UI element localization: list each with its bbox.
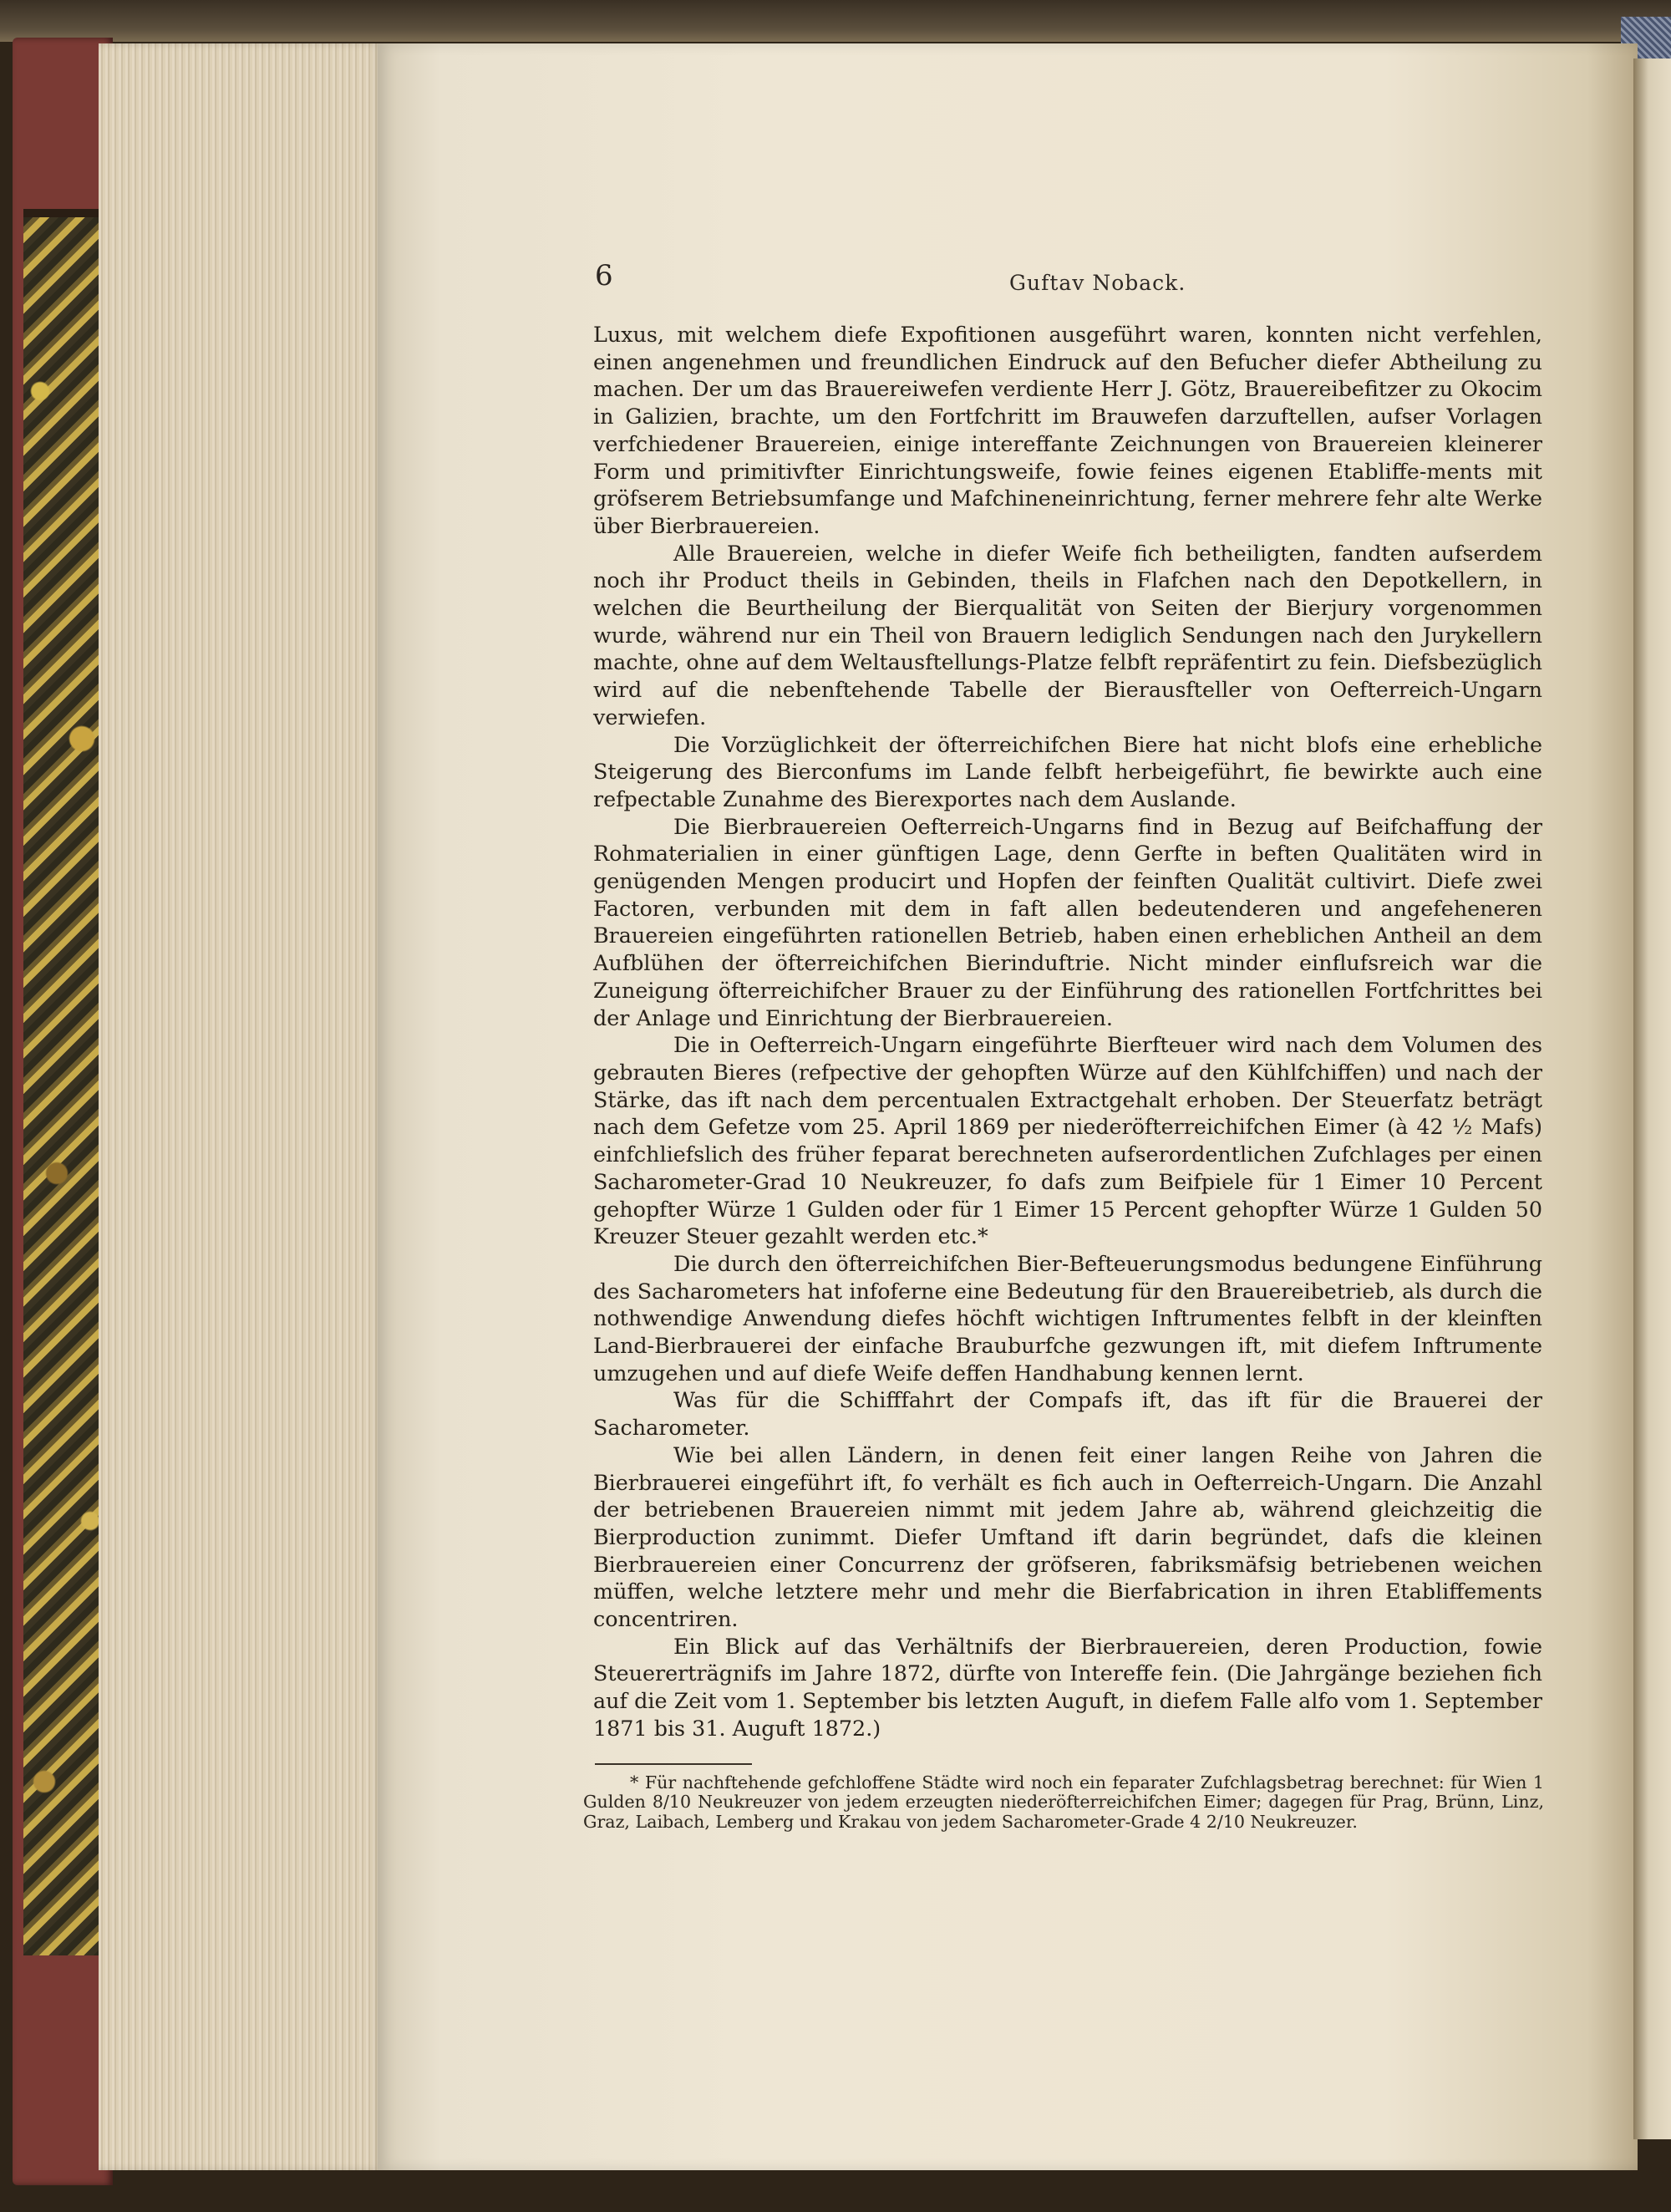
paragraph: Alle Brauereien, welche in diefer Weife fich betheiligten, fandten aufserdem noch ihr Product theils in Gebinden, theils in Flafchen nach den Depotkellern, in welchen die Beurtheilung der Bierqualität von Seiten der Bierjury vorgenommen wurde, während nur ein Theil von Brauern lediglich Sendungen nach den Jurykellern machte, ohne auf dem Weltausftellungs-Platze felbft repräfentirt zu fein. Diefsbezüglich wird auf die nebenftehende Tabelle der Bierausfteller von Oefterreich-Ungarn verwiefen. <box>593 540 1542 730</box>
paragraph: Ein Blick auf das Verhältnifs der Bierbrauereien, deren Production, fowie Steuererträgnifs im Jahre 1872, dürfte von Intereffe fein. (Die Jahrgänge beziehen fich auf die Zeit vom 1. September bis letzten Auguft, in diefem Falle alfo vom 1. September 1871 bis 31. Auguft 1872.) <box>593 1633 1542 1741</box>
marbled-endpaper <box>23 217 109 1955</box>
running-head: Guftav Noback. <box>1009 271 1186 295</box>
page-number: 6 <box>595 259 613 292</box>
paragraph: Luxus, mit welchem diefe Expofitionen ausgeführt waren, konnten nicht verfehlen, einen angenehmen und freundlichen Eindruck auf den Befucher diefer Abtheilung zu machen. Der um das Brauereiwefen verdiente Herr J. Götz, Brauereibefitzer zu Okocim in Galizien, brachte, um den Fortfchritt im Brauwefen darzuftellen, aufser Vorlagen verfchiedener Brauereien, einige intereffante Zeichnungen von Brauereien kleinerer Form und primitivfter Einrichtungsweife, fowie feines eigenen Etabliffe-ments mit gröfserem Betriebsumfange und Mafchineneinrichtung, ferner mehrere fehr alte Werke über Bierbrauereien. <box>593 322 1542 538</box>
paragraph: Was für die Schifffahrt der Compafs ift, das ift für die Brauerei der Sacharometer. <box>593 1387 1542 1441</box>
paragraph: Die in Oefterreich-Ungarn eingeführte Bierfteuer wird nach dem Volumen des gebrauten Bieres (refpective der gehopften Würze auf den Kühlfchiffen) und nach der Stärke, das ift nach dem percentualen Extractgehalt erhoben. Der Steuerfatz beträgt nach dem Gefetze vom 25. April 1869 per niederöfterreichifchen Eimer (à 42 ½ Mafs) einfchliefslich des früher feparat berechneten aufserordentlichen Zufchlages per einen Sacharometer-Grad 10 Neukreuzer, fo dafs zum Beifpiele für 1 Eimer 10 Percent gehopfter Würze 1 Gulden oder für 1 Eimer 15 Percent gehopfter Würze 1 Gulden 50 Kreuzer Steuer gezahlt werden etc.* <box>593 1032 1542 1249</box>
paragraph: Wie bei allen Ländern, in denen feit einer langen Reihe von Jahren die Bierbrauerei eingeführt ift, fo verhält es fich auch in Oefterreich-Ungarn. Die Anzahl der betriebenen Brauereien nimmt mit jedem Jahre ab, während gleichzeitig die Bierproduction zunimmt. Diefer Umftand ift darin begründet, dafs die kleinen Bierbrauereien einer Concurrenz der gröfseren, fabriksmäfsig betriebenen weichen müffen, welche letztere mehr und mehr die Bierfabrication in ihren Etabliffements concentriren. <box>593 1442 1542 1632</box>
footnote-text: * Für nachftehende gefchloffene Städte wird noch ein feparater Zufchlagsbetrag berechnet: für Wien 1 Gulden 8/10 Neukreuzer von jedem erzeugten niederöfterreichifchen Eimer; dagegen für Prag, Brünn, Linz, Graz, Laibach, Lemberg und Krakau von jedem Sacharometer-Grade 4 2/10 Neukreuzer. <box>583 1772 1544 1832</box>
body-text <box>593 321 1542 1742</box>
background-top <box>0 0 1671 42</box>
footnote-rule <box>595 1763 752 1765</box>
footnote <box>583 1773 1544 1832</box>
paragraph: Die Bierbrauereien Oefterreich-Ungarns find in Bezug auf Beifchaffung der Rohmaterialien in einer günftigen Lage, denn Gerfte in beften Qualitäten wird in genügenden Mengen producirt und Hopfen der feinften Qualität cultivirt. Diefe zwei Factoren, verbunden mit dem in faft allen bedeutenderen und angefeheneren Brauereien eingeführten rationellen Betrieb, haben einen erheblichen Antheil an dem Aufblühen der öfterreichifchen Bierinduftrie. Nicht minder einflufsreich war die Zuneigung öfterreichifcher Brauer zu der Einführung des rationellen Fortfchrittes bei der Anlage und Einrichtung der Bierbrauereien. <box>593 813 1542 1030</box>
page-block-edge <box>99 43 383 2170</box>
facing-page-edge <box>1633 58 1671 2139</box>
paragraph: Die Vorzüglichkeit der öfterreichifchen Biere hat nicht blofs eine erhebliche Steigerung des Bierconfums im Lande felbft herbeigeführt, fie bewirkte auch eine refpectable Zunahme des Bierexportes nach dem Auslande. <box>593 731 1542 811</box>
paragraph: Die durch den öfterreichifchen Bier-Befteuerungsmodus bedungene Einführung des Sacharometers hat infoferne eine Bedeutung für den Brauereibetrieb, als durch die nothwendige Anwendung diefes höchft wichtigen Inftrumentes felbft in der kleinften Land-Bierbrauerei der einfache Brauburfche gezwungen ift, mit diefem Inftrumente umzugehen und auf diefe Weife deffen Handhabung kennen lernt. <box>593 1250 1542 1386</box>
